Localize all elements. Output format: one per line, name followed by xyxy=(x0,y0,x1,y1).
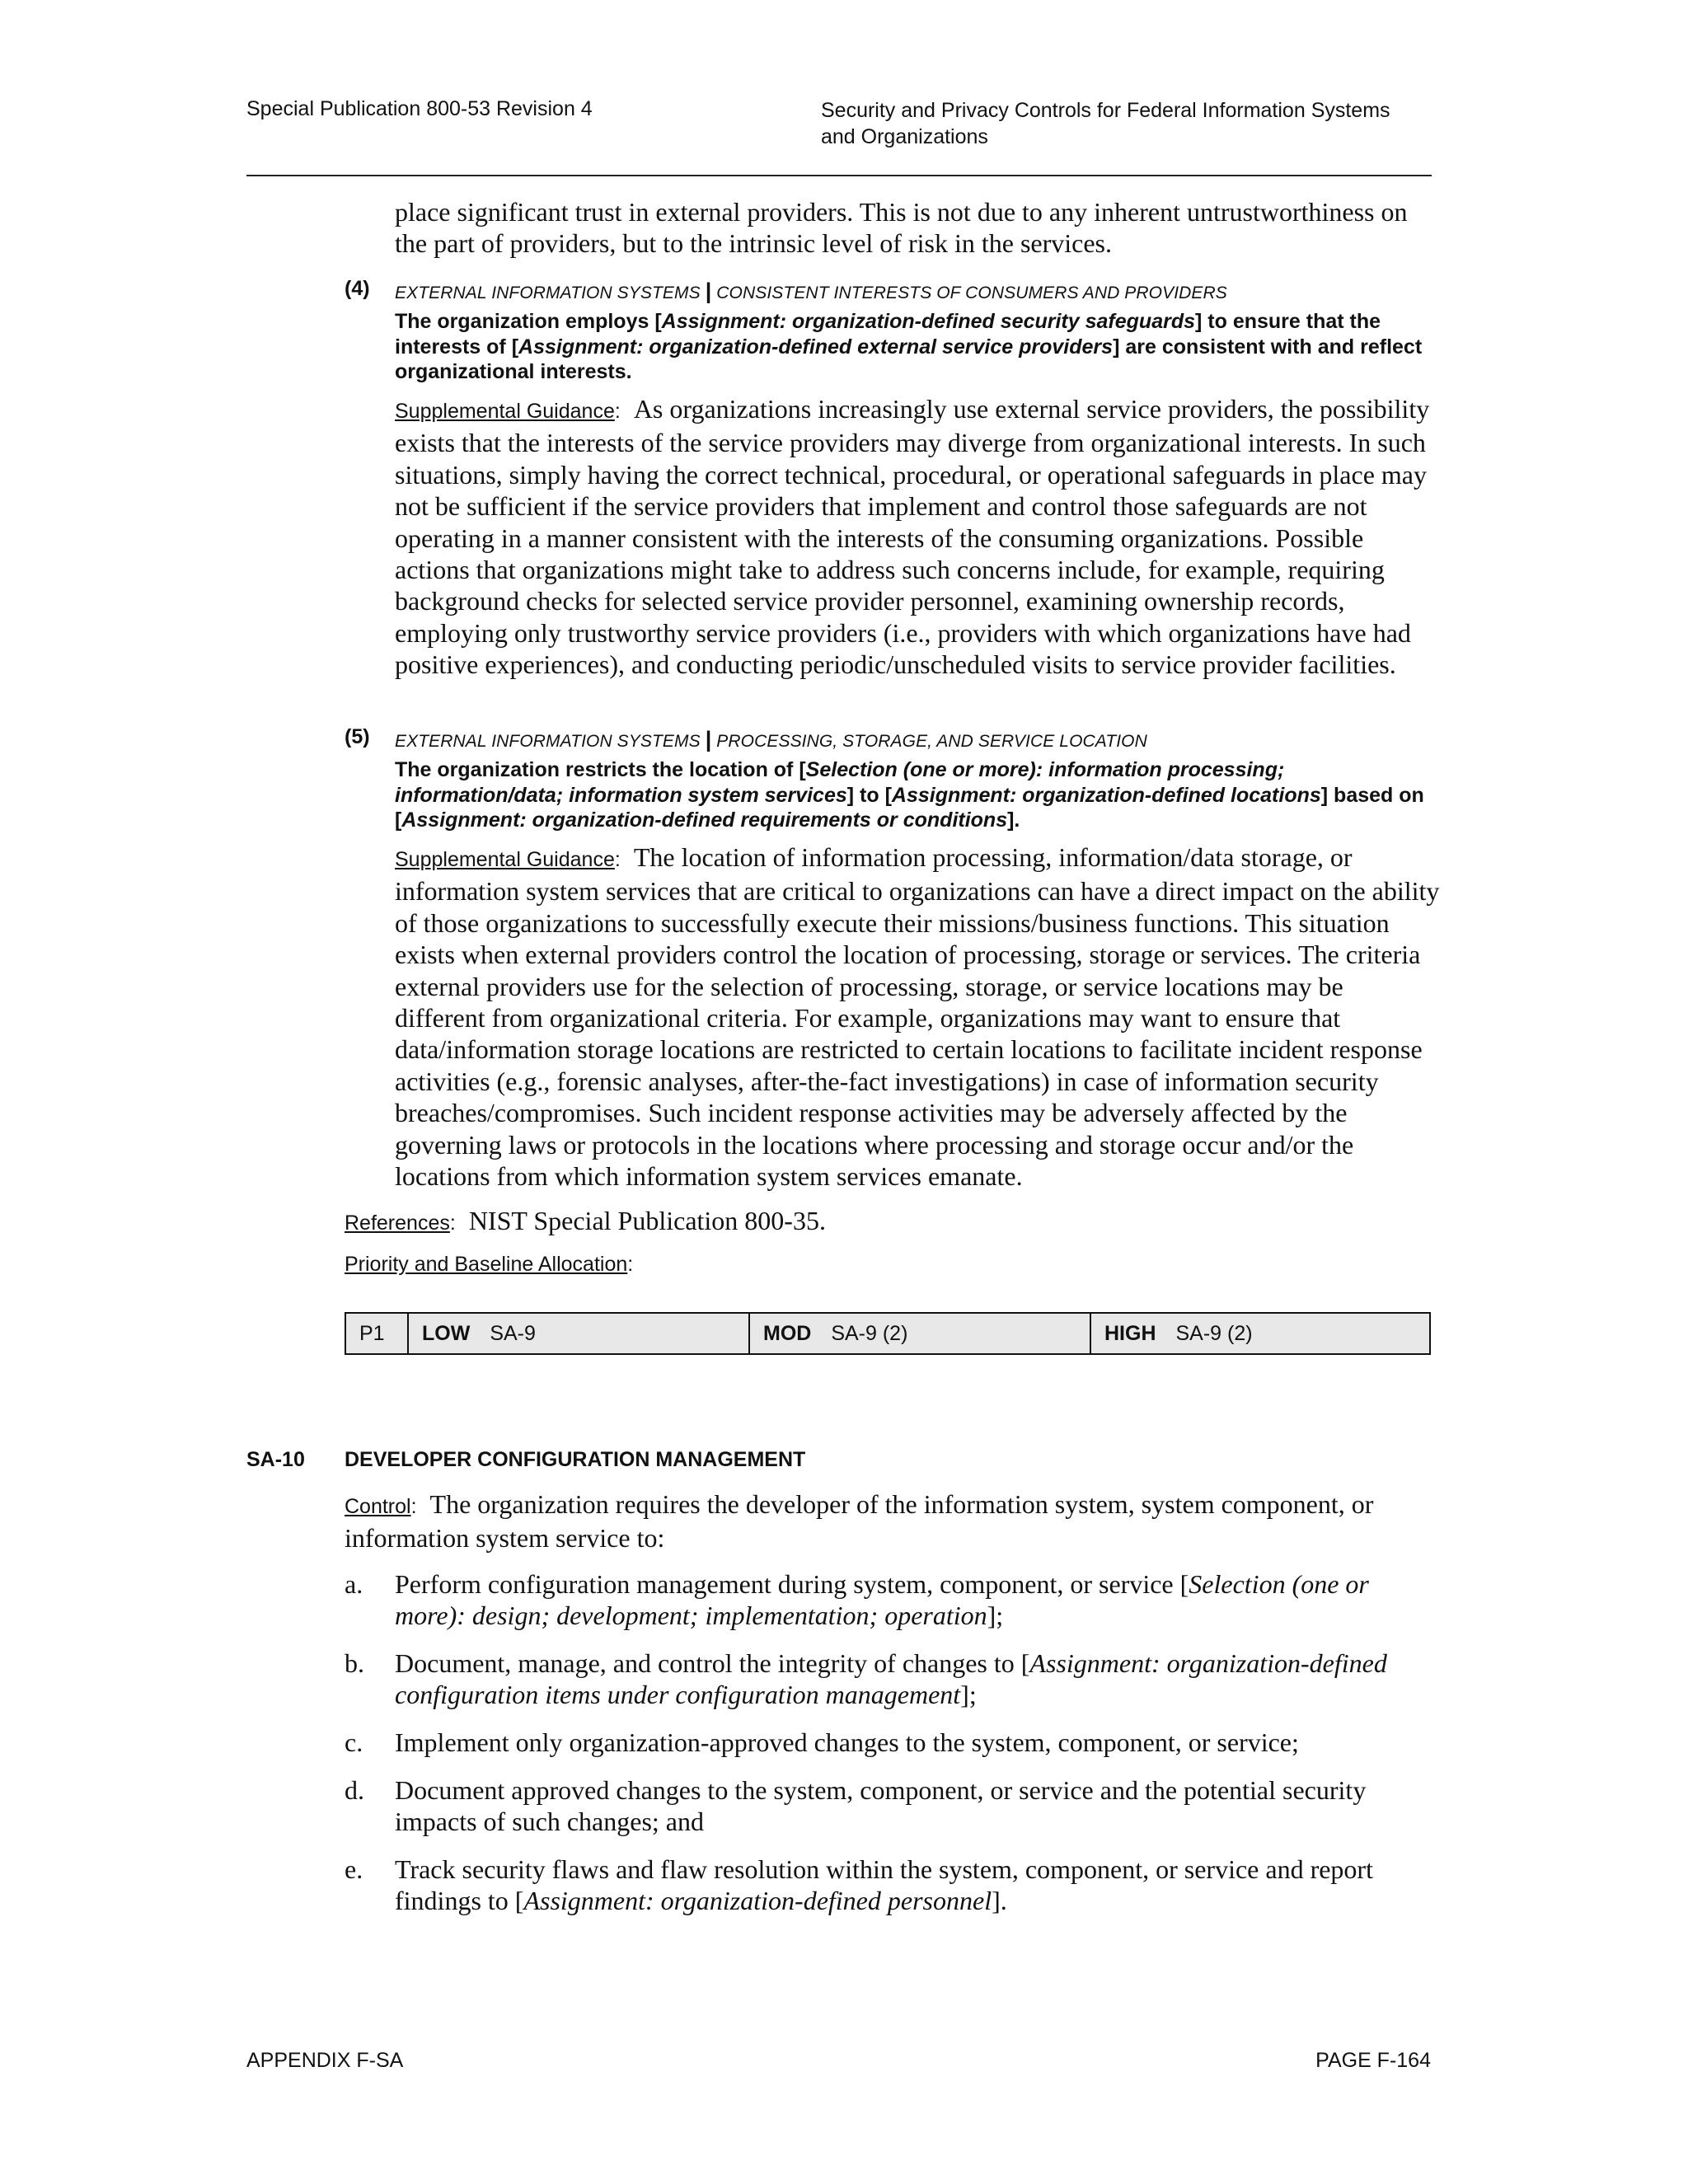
list-item-text: Document approved changes to the system, component, or service and the potential security impacts of such changes; and xyxy=(395,1775,1367,1837)
references-text: NIST Special Publication 800-35. xyxy=(468,1206,826,1235)
supplemental-guidance-label: Supplemental Guidance xyxy=(395,400,615,423)
list-item-letter: d. xyxy=(345,1775,364,1805)
header-document-title xyxy=(821,97,1447,150)
list-item-letter: e. xyxy=(345,1854,363,1884)
enhancement-5-statement: The organization restricts the location of [Selection (one or more): information processing; information/data; information system services] to [Assignment: organization-defined locations] based on [Assignment: organization-defined requirements or conditions]. xyxy=(395,758,1424,832)
list-item-letter: a. xyxy=(345,1569,363,1599)
header-publication: Special Publication 800-53 Revision 4 xyxy=(246,97,593,120)
footer-page-number: PAGE F-164 xyxy=(1315,2049,1431,2072)
footer-appendix: APPENDIX F-SA xyxy=(246,2049,404,2072)
priority-cell: P1 xyxy=(359,1321,385,1345)
list-item-letter: b. xyxy=(345,1648,364,1678)
enhancement-5-guidance: Supplemental Guidance: The location of information processing, information/data storage, or information system services that are critical to organizations can have a direct impact on the ability of those organizations to successfully execute their missions/business functions. This situation exists when external providers control the location of processing, storage or services. The criteria external providers use for the selection of processing, storage, or service locations may be different from organizational criteria. For example, organizations may want to ensure that data/information storage locations are restricted to certain locations to facilitate incident response activities (e.g., forensic analyses, after-the-fact investigations) in case of information security breaches/compromises. Such incident response activities may be adversely affected by the governing laws or protocols in the locations where processing and storage occur and/or the locations from which information system services emanate. xyxy=(395,842,1440,1192)
list-item-text: Document, manage, and control the integrity of changes to [Assignment: organization-defined configuration items under configuration management]; xyxy=(395,1648,1387,1710)
references-label: References xyxy=(345,1212,450,1235)
control-statement: Control: The organization requires the developer of the information system, system component, or information system service to: xyxy=(345,1489,1374,1554)
moderate-baseline-cell: MOD SA-9 (2) xyxy=(748,1314,1090,1353)
enhancement-4-guidance-text: As organizations increasingly use external service providers, the possibility exists that the interests of the service providers may diverge from organizational interests. In such situations, simply having the correct technical, procedural, or operational safeguards in place may not be sufficient if the service providers that implement and control those safeguards are not operating in a manner consistent with the interests of the consuming organizations. Possible actions that organizations might take to address such concerns include, for example, requiring background checks for selected service provider personnel, examining ownership records, employing only trustworthy service providers (i.e., providers with which organizations have had positive experiences), and conducting periodic/unscheduled visits to service provider facilities. xyxy=(395,394,1430,680)
list-item-text: Perform configuration management during system, component, or service [Selection (one or more): design; development; implementation; operation]; xyxy=(395,1569,1369,1631)
control-id: SA-10 xyxy=(246,1448,305,1471)
header-title-line1: Security and Privacy Controls for Federal Information Systems xyxy=(821,99,1390,122)
list-item-letter: c. xyxy=(345,1727,363,1757)
control-text: The organization requires the developer of the information system, system component, or information system service to: xyxy=(345,1489,1374,1554)
control-title: DEVELOPER CONFIGURATION MANAGEMENT xyxy=(345,1448,806,1471)
enhancement-4-title-suffix: CONSISTENT INTERESTS OF CONSUMERS AND PROVIDERS xyxy=(716,284,1227,302)
enhancement-5-title-suffix: PROCESSING, STORAGE, AND SERVICE LOCATION xyxy=(716,732,1147,751)
header-title-line2: and Organizations xyxy=(821,125,988,148)
priority-label: Priority and Baseline Allocation xyxy=(345,1253,628,1276)
enhancement-5-title-prefix: EXTERNAL INFORMATION SYSTEMS xyxy=(395,732,701,751)
enhancement-5-number: (5) xyxy=(345,725,370,748)
continued-paragraph: place significant trust in external providers. This is not due to any inherent untrustworthiness on the part of providers, but to the intrinsic level of risk in the services. xyxy=(395,197,1408,259)
enhancement-4-title xyxy=(395,279,1227,304)
baseline-allocation-table xyxy=(345,1312,1431,1355)
enhancement-4-number: (4) xyxy=(345,277,370,300)
list-item-text: Implement only organization-approved changes to the system, component, or service; xyxy=(395,1727,1299,1757)
high-baseline-cell: HIGH SA-9 (2) xyxy=(1090,1314,1429,1353)
supplemental-guidance-label: Supplemental Guidance xyxy=(395,848,615,871)
enhancement-4-title-prefix: EXTERNAL INFORMATION SYSTEMS xyxy=(395,284,701,302)
separator: | xyxy=(705,279,712,303)
header-divider xyxy=(246,175,1432,176)
separator: | xyxy=(705,727,712,752)
references: References: NIST Special Publication 800-35. xyxy=(345,1206,826,1235)
enhancement-4-statement: The organization employs [Assignment: organization-defined security safeguards] to ensure that the interests of [Assignment: organization-defined external service providers] are consistent with and reflect organizational interests. xyxy=(395,310,1423,383)
priority-heading: Priority and Baseline Allocation: xyxy=(345,1253,634,1276)
list-item-text: Track security flaws and flaw resolution within the system, component, or service and report findings to [Assignment: organization-defined personnel]. xyxy=(395,1854,1373,1916)
enhancement-5-guidance-text: The location of information processing, information/data storage, or information system services that are critical to organizations can have a direct impact on the ability of those organizations to successfully execute their missions/business functions. This situation exists when external providers control the location of processing, storage or services. The criteria external providers use for the selection of processing, storage, or service locations may be different from organizational criteria. For example, organizations may want to ensure that data/information storage locations are restricted to certain locations to facilitate incident response activities (e.g., forensic analyses, after-the-fact investigations) in case of information security breaches/compromises. Such incident response activities may be adversely affected by the governing laws or protocols in the locations where processing and storage occur and/or the locations from which information system services emanate. xyxy=(395,842,1440,1192)
enhancement-5-title xyxy=(395,727,1147,752)
low-baseline-cell: LOW SA-9 xyxy=(407,1314,748,1353)
control-label: Control xyxy=(345,1495,411,1518)
enhancement-4-guidance: Supplemental Guidance: As organizations increasingly use external service providers, the possibility exists that the interests of the service providers may diverge from organizational interests. In such situations, simply having the correct technical, procedural, or operational safeguards in place may not be sufficient if the service providers that implement and control those safeguards are not operating in a manner consistent with the interests of the consuming organizations. Possible actions that organizations might take to address such concerns include, for example, requiring background checks for selected service provider personnel, examining ownership records, employing only trustworthy service providers (i.e., providers with which organizations have had positive experiences), and conducting periodic/unscheduled visits to service provider facilities. xyxy=(395,394,1430,680)
